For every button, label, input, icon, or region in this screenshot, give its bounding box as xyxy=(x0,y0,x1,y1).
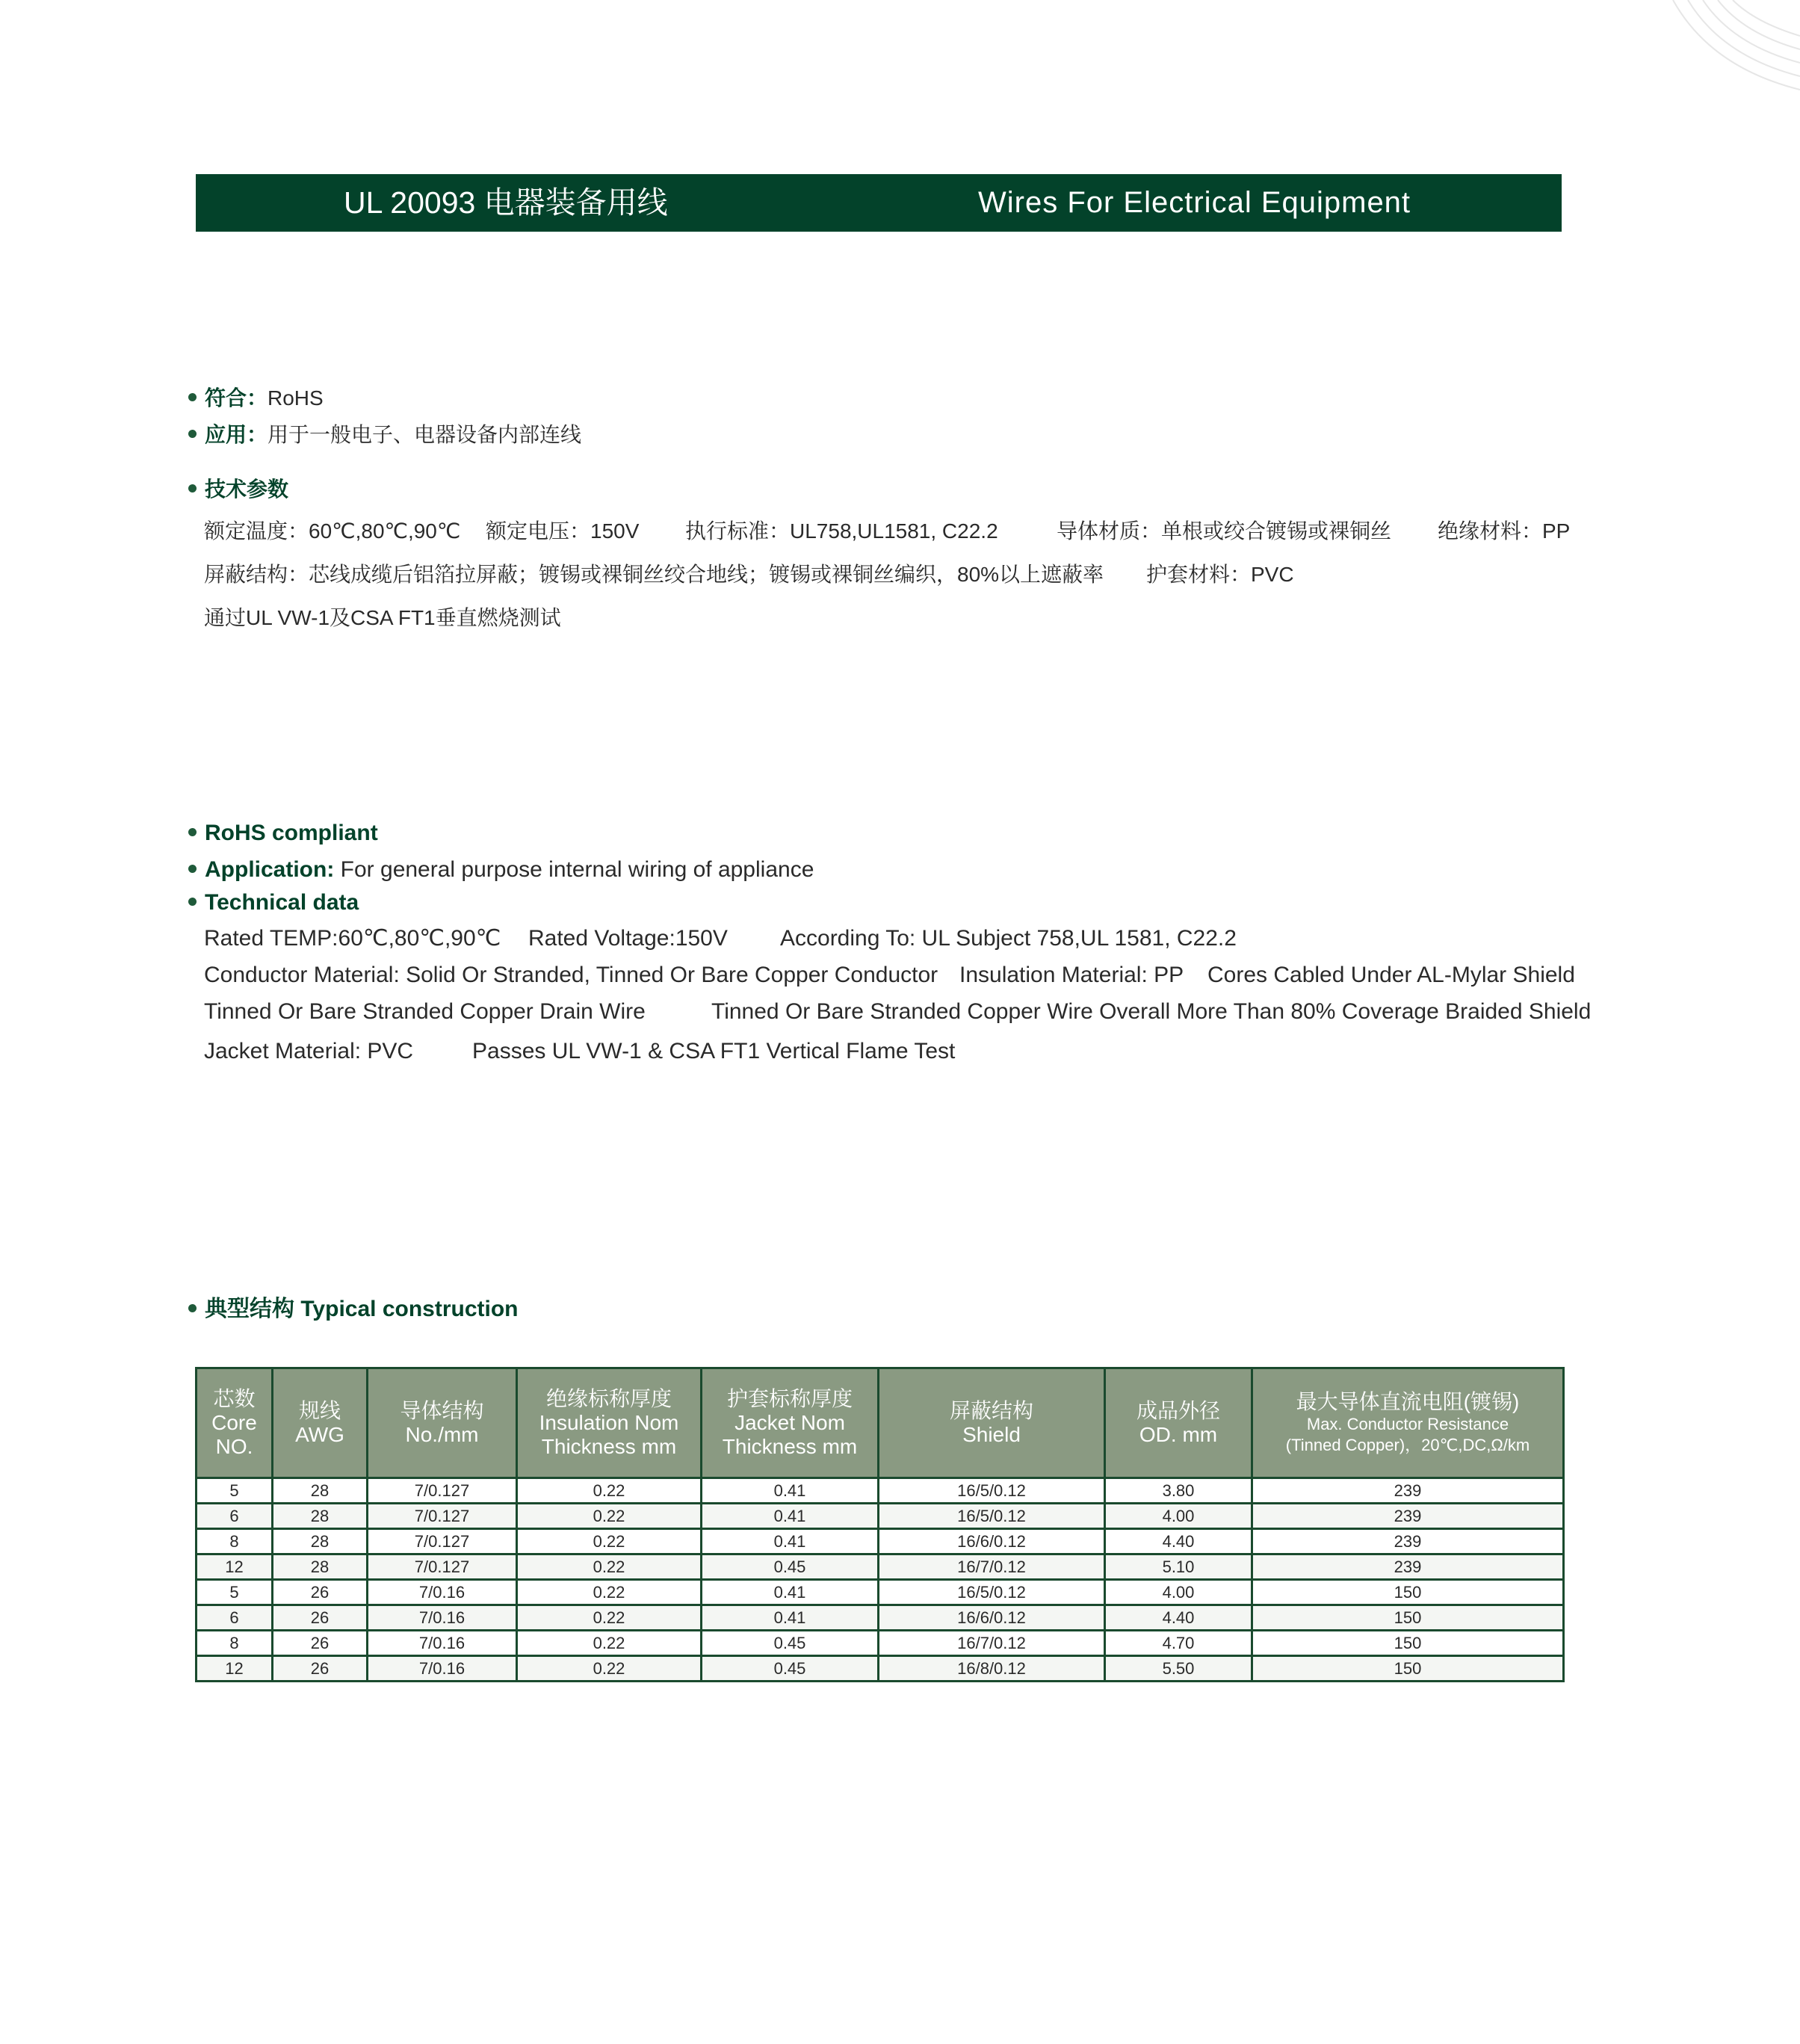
table-cell: 0.41 xyxy=(702,1529,879,1554)
table-cell: 8 xyxy=(197,1631,273,1656)
table-header-row xyxy=(197,1368,1564,1478)
table-cell: 5 xyxy=(197,1580,273,1605)
col-header-insulation: 绝缘标称厚度 Insulation Nom Thickness mm xyxy=(517,1368,702,1478)
cn-compliance: 符合：RoHS xyxy=(188,385,324,412)
col-header-jacket: 护套标称厚度 Jacket Nom Thickness mm xyxy=(702,1368,879,1478)
cn-tech-jacket: 护套材料：PVC xyxy=(1146,563,1294,586)
table-cell: 28 xyxy=(273,1554,368,1580)
en-tech-conductor: Conductor Material: Solid Or Stranded, Tinned Or Bare Copper Conductor xyxy=(204,963,938,987)
construction-table xyxy=(195,1367,1565,1682)
table-cell: 150 xyxy=(1252,1580,1564,1605)
table-cell: 0.41 xyxy=(702,1580,879,1605)
cn-tech-flame: 通过UL VW-1及CSA FT1垂直燃烧测试 xyxy=(204,606,561,629)
table-cell: 0.41 xyxy=(702,1605,879,1631)
table-cell: 0.22 xyxy=(517,1478,702,1504)
table-row xyxy=(197,1580,1564,1605)
en-tech-flame: Passes UL VW-1 & CSA FT1 Vertical Flame Test xyxy=(472,1039,956,1063)
table-cell: 16/5/0.12 xyxy=(879,1478,1105,1504)
en-tech-temp: Rated TEMP:60℃,80℃,90℃ xyxy=(204,926,501,951)
table-cell: 0.45 xyxy=(702,1656,879,1682)
table-cell: 0.41 xyxy=(702,1504,879,1529)
title-bar xyxy=(196,174,1562,232)
bullet-icon xyxy=(188,430,197,438)
table-cell: 16/6/0.12 xyxy=(879,1529,1105,1554)
table-cell: 5.50 xyxy=(1105,1656,1252,1682)
cn-tech-insulation: 绝缘材料：PP xyxy=(1438,519,1571,543)
table-cell: 26 xyxy=(273,1605,368,1631)
table-cell: 0.45 xyxy=(702,1554,879,1580)
col-header-conductor: 导体结构 No./mm xyxy=(368,1368,517,1478)
table-cell: 4.40 xyxy=(1105,1605,1252,1631)
table-cell: 7/0.127 xyxy=(368,1504,517,1529)
table-row xyxy=(197,1631,1564,1656)
table-cell: 28 xyxy=(273,1478,368,1504)
table-cell: 4.00 xyxy=(1105,1504,1252,1529)
table-cell: 7/0.16 xyxy=(368,1631,517,1656)
table-cell: 7/0.127 xyxy=(368,1529,517,1554)
table-cell: 16/7/0.12 xyxy=(879,1554,1105,1580)
cn-tech-voltage: 额定电压：150V xyxy=(486,519,640,543)
bullet-icon xyxy=(188,1304,197,1312)
table-cell: 7/0.16 xyxy=(368,1656,517,1682)
table-cell: 4.00 xyxy=(1105,1580,1252,1605)
table-cell: 16/7/0.12 xyxy=(879,1631,1105,1656)
col-header-shield: 屏蔽结构 Shield xyxy=(879,1368,1105,1478)
bullet-icon xyxy=(188,393,197,401)
cn-tech-conductor: 导体材质：单根或绞合镀锡或裸铜丝 xyxy=(1057,519,1392,543)
en-tech-insulation: Insulation Material: PP xyxy=(959,963,1184,987)
en-tech-braid: Tinned Or Bare Stranded Copper Wire Overall More Than 80% Coverage Braided Shield xyxy=(711,999,1592,1024)
table-cell: 0.22 xyxy=(517,1656,702,1682)
en-tech-voltage: Rated Voltage:150V xyxy=(528,926,728,951)
table-cell: 150 xyxy=(1252,1656,1564,1682)
table-cell: 0.22 xyxy=(517,1554,702,1580)
table-row xyxy=(197,1554,1564,1580)
en-tech-drain: Tinned Or Bare Stranded Copper Drain Wire xyxy=(204,999,646,1024)
table-cell: 0.45 xyxy=(702,1631,879,1656)
bullet-icon xyxy=(188,898,197,906)
table-cell: 5 xyxy=(197,1478,273,1504)
table-cell: 28 xyxy=(273,1504,368,1529)
table-row xyxy=(197,1478,1564,1504)
table-cell: 3.80 xyxy=(1105,1478,1252,1504)
table-row xyxy=(197,1504,1564,1529)
table-row xyxy=(197,1529,1564,1554)
cn-tech-standard: 执行标准：UL758,UL1581, C22.2 xyxy=(685,519,998,543)
table-cell: 239 xyxy=(1252,1478,1564,1504)
bullet-icon xyxy=(188,828,197,836)
table-cell: 8 xyxy=(197,1529,273,1554)
table-cell: 150 xyxy=(1252,1631,1564,1656)
table-cell: 7/0.16 xyxy=(368,1580,517,1605)
table-cell: 0.22 xyxy=(517,1631,702,1656)
table-cell: 0.22 xyxy=(517,1504,702,1529)
table-cell: 7/0.127 xyxy=(368,1478,517,1504)
table-cell: 6 xyxy=(197,1605,273,1631)
table-cell: 28 xyxy=(273,1529,368,1554)
cn-tech-heading: 技术参数 xyxy=(188,476,288,503)
bullet-icon xyxy=(188,484,197,493)
table-cell: 0.22 xyxy=(517,1580,702,1605)
table-cell: 12 xyxy=(197,1656,273,1682)
table-cell: 16/6/0.12 xyxy=(879,1605,1105,1631)
col-header-od: 成品外径 OD. mm xyxy=(1105,1368,1252,1478)
table-cell: 7/0.127 xyxy=(368,1554,517,1580)
bullet-icon xyxy=(188,865,197,873)
en-tech-heading: Technical data xyxy=(188,889,359,916)
title-cn: UL 20093 电器装备用线 xyxy=(344,185,668,220)
col-header-core: 芯数 Core NO. xyxy=(197,1368,273,1478)
table-cell: 7/0.16 xyxy=(368,1605,517,1631)
en-tech-standard: According To: UL Subject 758,UL 1581, C22.2 xyxy=(780,926,1237,951)
table-cell: 0.22 xyxy=(517,1605,702,1631)
table-cell: 0.41 xyxy=(702,1478,879,1504)
cn-tech-temp: 额定温度：60℃,80℃,90℃ xyxy=(204,519,461,543)
en-compliance: RoHS compliant xyxy=(188,820,378,847)
construction-heading: 典型结构 Typical construction xyxy=(188,1296,519,1323)
table-row xyxy=(197,1656,1564,1682)
title-en: Wires For Electrical Equipment xyxy=(978,186,1411,219)
table-row xyxy=(197,1605,1564,1631)
table-cell: 239 xyxy=(1252,1554,1564,1580)
table-cell: 239 xyxy=(1252,1504,1564,1529)
table-cell: 150 xyxy=(1252,1605,1564,1631)
table-cell: 4.70 xyxy=(1105,1631,1252,1656)
table-cell: 4.40 xyxy=(1105,1529,1252,1554)
table-cell: 239 xyxy=(1252,1529,1564,1554)
cn-tech-shield: 屏蔽结构：芯线成缆后铝箔拉屏蔽；镀锡或裸铜丝绞合地线；镀锡或裸铜丝编织，80%以上遮蔽率 xyxy=(204,563,1104,586)
table-cell: 0.22 xyxy=(517,1529,702,1554)
table-cell: 26 xyxy=(273,1631,368,1656)
table-cell: 16/5/0.12 xyxy=(879,1504,1105,1529)
table-cell: 26 xyxy=(273,1656,368,1682)
table-cell: 16/5/0.12 xyxy=(879,1580,1105,1605)
table-cell: 16/8/0.12 xyxy=(879,1656,1105,1682)
en-tech-jacket: Jacket Material: PVC xyxy=(204,1039,414,1063)
col-header-awg: 规线 AWG xyxy=(273,1368,368,1478)
table-cell: 12 xyxy=(197,1554,273,1580)
en-tech-shield: Cores Cabled Under AL-Mylar Shield xyxy=(1207,963,1575,987)
corner-decoration xyxy=(1651,0,1800,97)
table-cell: 5.10 xyxy=(1105,1554,1252,1580)
table-cell: 26 xyxy=(273,1580,368,1605)
en-application: Application: For general purpose internal wiring of appliance xyxy=(188,856,814,883)
cn-application: 应用：用于一般电子、电器设备内部连线 xyxy=(188,422,581,448)
col-header-resistance: 最大导体直流电阻(镀锡) Max. Conductor Resistance (Tinned Copper)，20℃,DC,Ω/km xyxy=(1252,1368,1564,1478)
table-cell: 6 xyxy=(197,1504,273,1529)
